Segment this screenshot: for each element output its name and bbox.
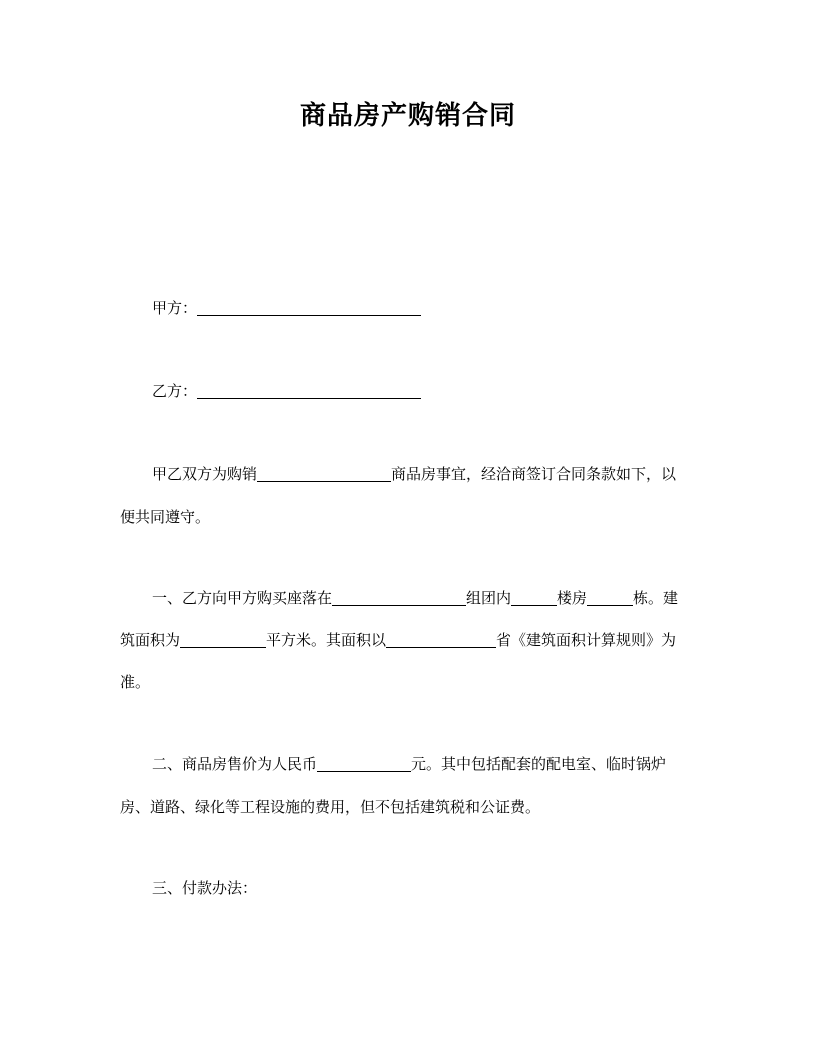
clause1-text-5: 筑面积为 [120,631,181,649]
clause1-text-3: 楼房 [557,589,588,607]
clause1-text-6: 平方米。其面积以 [266,631,387,649]
party-b-label: 乙方： [152,382,198,400]
clause2-text-3: 房、道路、绿化等工程设施的费用，但不包括建筑税和公证费。 [120,798,541,816]
clause2-text-1: 二、商品房售价为人民币 [152,755,318,773]
document-title: 商品房产购销合同 [299,101,516,131]
intro-text-3: 便共同遵守。 [120,508,211,526]
party-a-label: 甲方： [152,299,198,317]
property-name-blank[interactable] [257,463,391,482]
clause1-text-1: 一、乙方向甲方购买座落在 [152,589,333,607]
clause2-text-2: 元。其中包括配套的配电室、临时锅炉 [411,755,667,773]
area-blank[interactable] [180,629,266,648]
unit-count-blank[interactable] [587,587,633,606]
party-b-blank[interactable] [197,380,421,399]
intro-line-2 [120,505,210,529]
clause1-line-3 [120,670,150,694]
party-a-line [152,296,421,320]
clause1-text-7: 省《建筑面积计算规则》为 [496,631,677,649]
price-blank[interactable] [317,753,411,772]
clause3-line-1 [152,876,257,900]
clause2-line-1 [152,752,666,776]
party-a-blank[interactable] [197,297,421,316]
clause3-heading: 三、付款办法： [152,879,258,897]
clause1-text-2: 组团内 [466,589,512,607]
clause1-text-8: 准。 [120,673,151,691]
clause1-line-2 [120,628,676,652]
clause1-text-4: 栋。建 [633,589,679,607]
building-blank[interactable] [511,587,557,606]
clause2-line-2 [120,795,540,819]
location-blank[interactable] [332,587,466,606]
intro-line-1 [152,462,676,486]
clause1-line-1 [152,586,678,610]
party-b-line [152,379,421,403]
intro-text-2: 商品房事宜，经洽商签订合同条款如下，以 [391,465,677,483]
intro-text-1: 甲乙双方为购销 [152,465,258,483]
province-blank[interactable] [386,629,496,648]
